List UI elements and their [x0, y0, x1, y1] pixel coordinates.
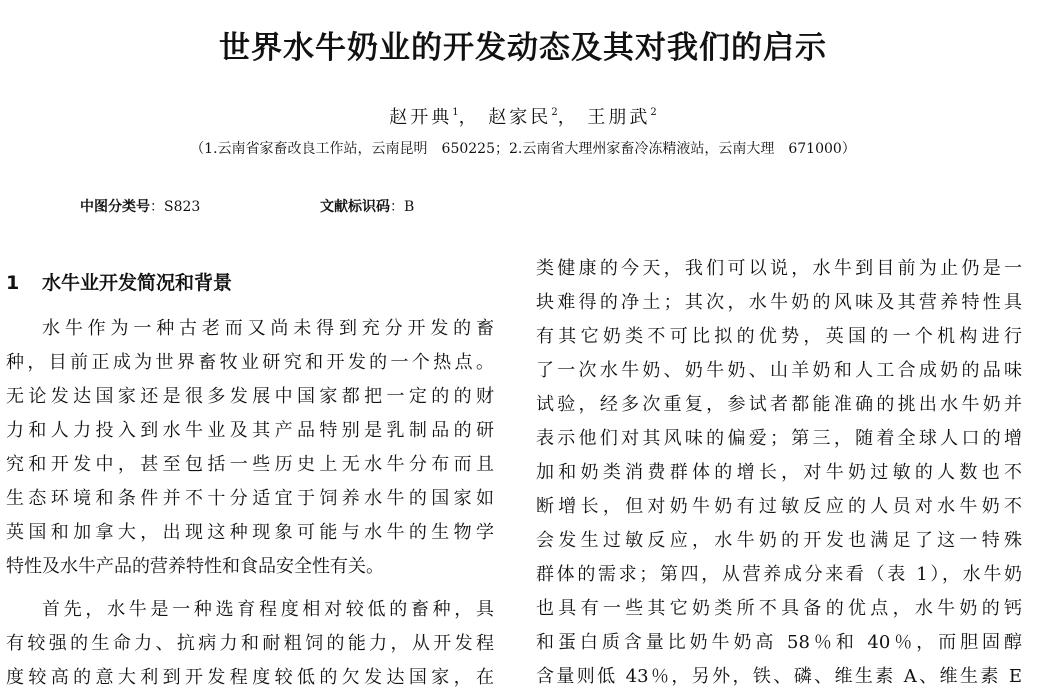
text-line: 类健康的今天，我们可以说，水牛到目前为止仍是一 — [536, 258, 1022, 279]
text-line: 了一次水牛奶、奶牛奶、山羊奶和人工合成奶的品味 — [536, 360, 1022, 381]
author-affiliation-mark: 2 — [650, 107, 657, 118]
author-affiliation-mark: 1 — [452, 107, 459, 118]
section-heading — [6, 268, 232, 295]
text-line: 种，目前正成为世界畜牧业研究和开发的一个热点。 — [6, 352, 494, 373]
classification-value: ：S823 — [150, 199, 201, 215]
author-name: 赵家民 — [488, 107, 552, 128]
affiliation-line: （1.云南省家畜改良工作站，云南昆明 650225；2.云南省大理州家畜冷冻精液站，云南大理 671000） — [190, 141, 856, 157]
classification-label: 中图分类号 — [80, 199, 150, 215]
text-line: 断增长，但对奶牛奶有过敏反应的人员对水牛奶不 — [536, 496, 1022, 517]
text-line: 有其它奶类不可比拟的优势，英国的一个机构进行 — [536, 326, 1022, 347]
text-line: 首先，水牛是一种选育程度相对较低的畜种，具 — [42, 599, 494, 620]
author-affiliation-mark: 2 — [551, 107, 558, 118]
text-line: 力和人力投入到水牛业及其产品特别是乳制品的研 — [6, 420, 494, 441]
text-line: 试验，经多次重复，参试者都能准确的挑出水牛奶并 — [536, 394, 1022, 415]
text-line: 水牛作为一种古老而又尚未得到充分开发的畜 — [42, 318, 494, 339]
section-number: 1 — [6, 272, 20, 294]
text-line: 含量则低 43％，另外，铁、磷、维生素 A、维生素 E — [536, 666, 1022, 687]
text-line: 也具有一些其它奶类所不具备的优点，水牛奶的钙 — [536, 598, 1022, 619]
paragraph-gap — [6, 584, 494, 593]
author-name: 赵开典 — [389, 107, 453, 128]
document-code-label: 文献标识码 — [320, 199, 390, 215]
text-line: 群体的需求；第四，从营养成分来看（表 1），水牛奶 — [536, 564, 1022, 585]
text-line: 无论发达国家还是很多发展中国家都把一定的的财 — [6, 386, 494, 407]
author-name: 王朋武 — [587, 107, 651, 128]
text-line: 特性及水牛产品的营养特性和食品安全性有关。 — [6, 556, 384, 577]
text-line: 英国和加拿大，出现这种现象可能与水牛的生物学 — [6, 522, 494, 543]
section-title: 水牛业开发简况和背景 — [42, 272, 233, 294]
document-code-value: ：B — [390, 199, 415, 215]
text-line: 会发生过敏反应，水牛奶的开发也满足了这一特殊 — [536, 530, 1022, 551]
text-line: 有较强的生命力、抗病力和耐粗饲的能力，从开发程 — [6, 633, 494, 654]
document-code — [320, 196, 414, 216]
classification-number — [80, 196, 200, 216]
author-line — [0, 103, 1046, 129]
right-column — [536, 252, 1022, 694]
text-line: 和蛋白质含量比奶牛奶高 58％和 40％，而胆固醇 — [536, 632, 1022, 653]
text-line: 块难得的净土；其次，水牛奶的风味及其营养特性具 — [536, 292, 1022, 313]
text-line: 度较高的意大利到开发程度较低的欠发达国家，在 — [6, 667, 494, 688]
text-line: 生态环境和条件并不十分适宜于饲养水牛的国家如 — [6, 488, 494, 509]
left-column — [6, 312, 494, 695]
text-line: 加和奶类消费群体的增长，对牛奶过敏的人数也不 — [536, 462, 1022, 483]
author-separator: ， — [458, 107, 480, 128]
text-line: 究和开发中，甚至包括一些历史上无水牛分布而且 — [6, 454, 494, 475]
text-line: 表示他们对其风味的偏爱；第三，随着全球人口的增 — [536, 428, 1022, 449]
paper-title: 世界水牛奶业的开发动态及其对我们的启示 — [219, 30, 827, 66]
author-separator: ， — [557, 107, 579, 128]
